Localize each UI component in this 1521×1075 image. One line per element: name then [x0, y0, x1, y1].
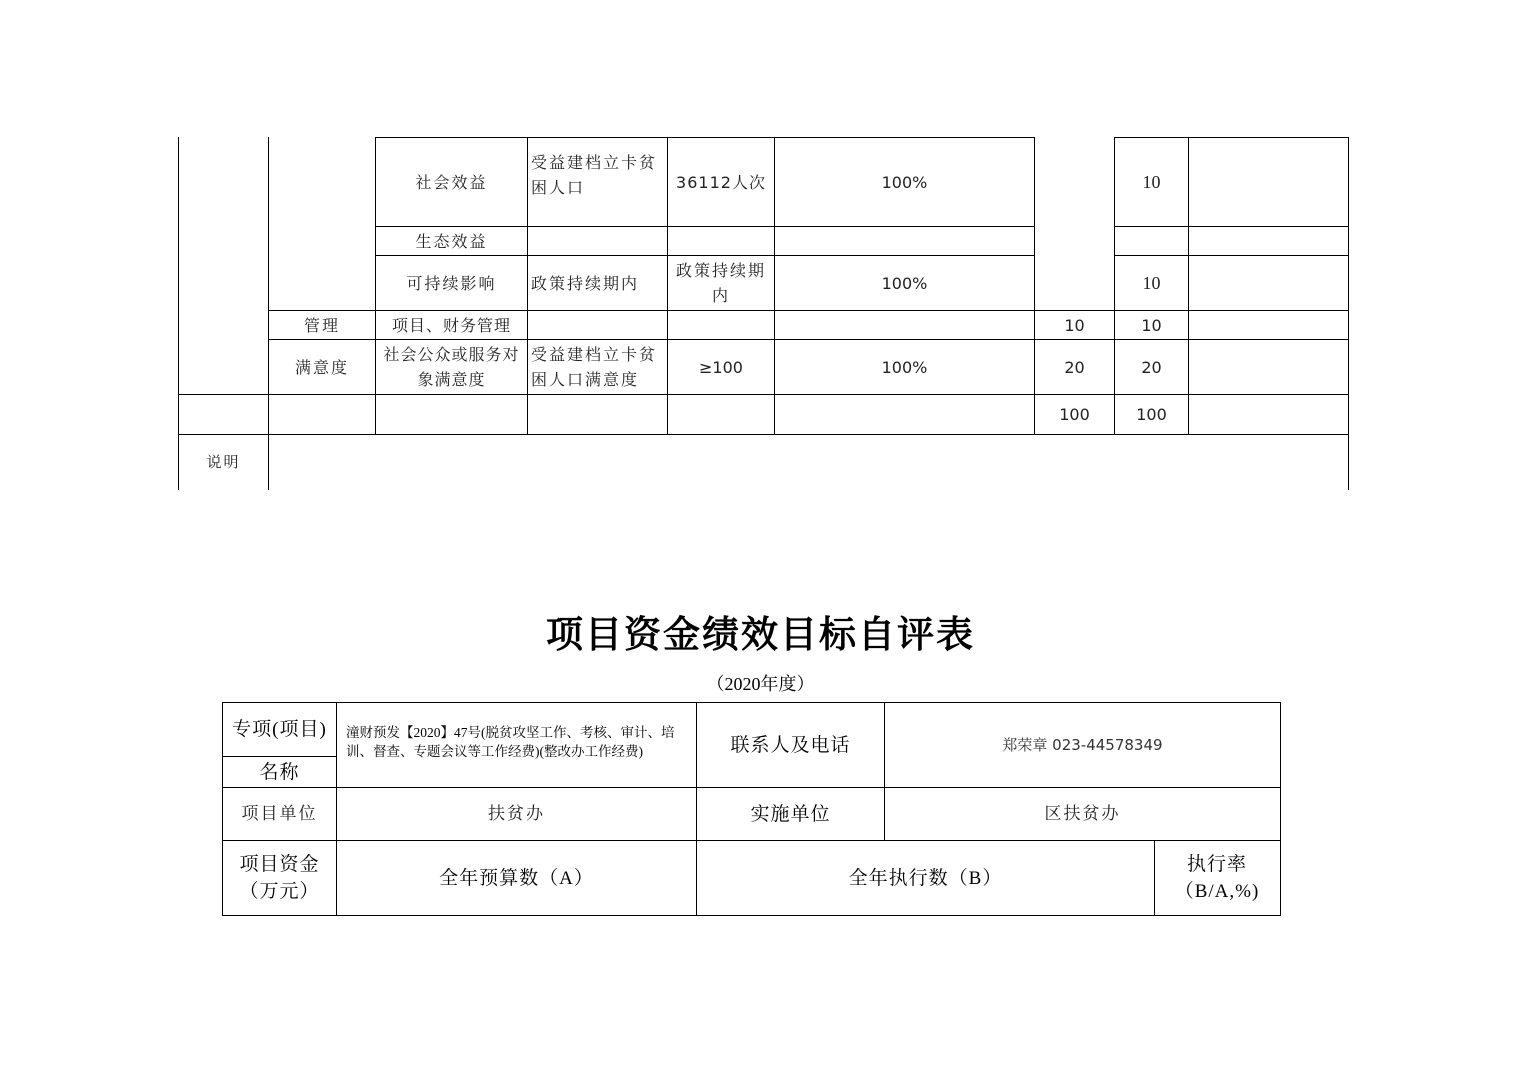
indicator-management: 项目、财务管理: [391, 315, 511, 335]
score-total: 100: [1136, 405, 1167, 424]
annual-budget-label: 全年预算数（A）: [439, 867, 594, 889]
actual-sustainable-impact: 100%: [881, 273, 928, 293]
weight-management: 10: [1064, 315, 1085, 335]
category-management: 管理: [303, 315, 340, 335]
implementing-unit-label: 实施单位: [750, 803, 831, 825]
target-sustainable-impact: 政策持续期内: [675, 261, 766, 305]
score-management: 10: [1141, 315, 1162, 335]
indicator-ecological-benefit: 生态效益: [415, 231, 488, 251]
score-sustainable-impact: 10: [1142, 272, 1161, 293]
score-satisfaction: 20: [1141, 357, 1162, 377]
content-sustainable-impact: 政策持续期内: [531, 273, 640, 293]
execution-rate-label: 执行率（B/A,%): [1174, 854, 1260, 902]
project-name-label-line1: 专项(项目): [232, 719, 327, 740]
indicator-sustainable-impact: 可持续影响: [406, 273, 497, 293]
actual-social-benefit: 100%: [881, 172, 928, 192]
content-satisfaction: 受益建档立卡贫困人口满意度: [531, 345, 658, 389]
project-unit-value: 扶贫办: [488, 803, 545, 824]
annual-execution-label: 全年执行数（B）: [848, 867, 1003, 889]
project-funds-label: 项目资金（万元）: [239, 854, 320, 902]
category-satisfaction: 满意度: [294, 357, 349, 377]
project-unit-label: 项目单位: [241, 803, 318, 824]
actual-satisfaction: 100%: [881, 357, 928, 377]
weight-satisfaction: 20: [1064, 357, 1085, 377]
implementing-unit-value: 区扶贫办: [1044, 803, 1121, 824]
indicator-satisfaction: 社会公众或服务对象满意度: [383, 345, 520, 389]
weight-total: 100: [1059, 405, 1090, 424]
note-content: [269, 435, 1348, 490]
contact-value: 郑荣章 023-44578349: [1002, 735, 1163, 754]
contact-label: 联系人及电话: [730, 734, 851, 756]
score-social-benefit: 10: [1142, 171, 1161, 192]
content-social-benefit: 受益建档立卡贫困人口: [531, 153, 658, 197]
project-name-value: 潼财预发【2020】47号(脱贫攻坚工作、考核、审计、培训、督查、专题会议等工作经费)(整改办工作经费): [346, 725, 675, 759]
form-title: 项目资金绩效目标自评表: [546, 615, 975, 656]
note-label: 说明: [206, 453, 241, 471]
target-social-benefit: 36112人次: [676, 172, 766, 192]
form-year: （2020年度）: [706, 674, 815, 694]
target-satisfaction: ≥100: [699, 357, 743, 377]
indicator-social-benefit: 社会效益: [415, 172, 488, 192]
project-name-label-line2: 名称: [259, 761, 300, 783]
